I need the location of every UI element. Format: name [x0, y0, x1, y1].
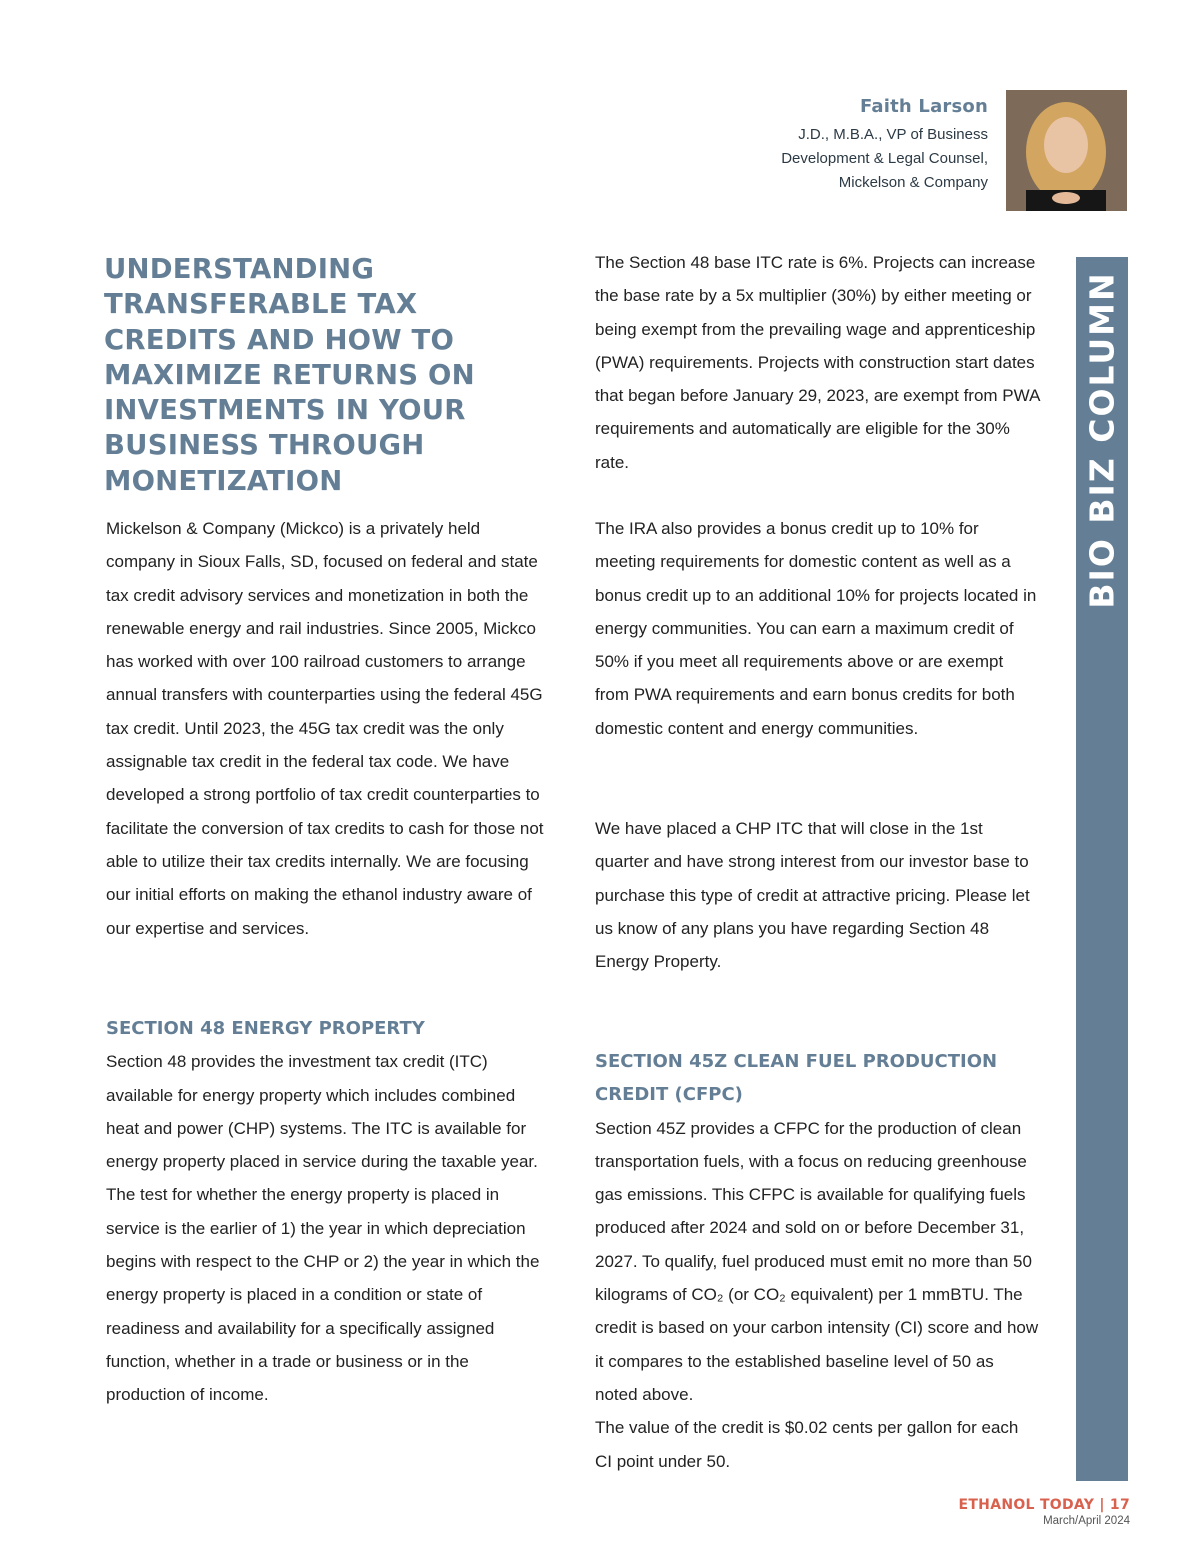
magazine-page-number: ETHANOL TODAY | 17	[958, 1497, 1130, 1513]
author-photo	[1006, 90, 1127, 211]
page-footer	[958, 1497, 1130, 1527]
section48-paragraph: Section 48 provides the investment tax credit (ITC) available for energy property which includes combined heat and power (CHP) systems. The ITC is available for energy property placed in service during the taxable year. The test for whether the energy property is placed in service is the earlier of 1) the year in which depreciation begins with respect to the CHP or 2) the year in which the energy property is placed in a condition or state of readiness and availability for a specifically assigned function, whether in a trade or business or in the production of income.	[106, 1052, 540, 1405]
right-column-chp	[595, 812, 1040, 978]
section48-heading: SECTION 48 ENERGY PROPERTY	[106, 1018, 425, 1039]
left-column	[106, 512, 551, 945]
sidebar-label: BIO BIZ COLUMN	[1082, 271, 1122, 609]
author-name: Faith Larson	[859, 96, 988, 117]
bonus-credit-paragraph: The IRA also provides a bonus credit up to 10% for meeting requirements for domestic content as well as a bonus credit up to an additional 10% for projects located in energy communities. You can earn a maximum credit of 50% if you meet all requirements above or are exempt from PWA requirements and earn bonus credits for both domestic content and energy communities.	[595, 519, 1037, 738]
intro-paragraph: Mickelson & Company (Mickco) is a privately held company in Sioux Falls, SD, focused on federal and state tax credit advisory services and monetization in both the renewable energy and rail industries. Since 2005, Mickco has worked with over 100 railroad customers to arrange annual transfers with counterparties using the federal 45G tax credit. Until 2023, the 45G tax credit was the only assignable tax credit in the federal tax code. We have developed a strong portfolio of tax credit counterparties to facilitate the conversion of tax credits to cash for those not able to utilize their tax credits internally. We are focusing our initial efforts on making the ethanol industry aware of our expertise and services.	[106, 519, 544, 938]
author-title-line: J.D., M.B.A., VP of Business	[798, 126, 988, 143]
itc-rate-paragraph: The Section 48 base ITC rate is 6%. Projects can increase the base rate by a 5x multiplier (30%) by either meeting or being exempt from the prevailing wage and apprenticeship (PWA) requirements. Projects with construction start dates that began before January 29, 2023, are exempt from PWA requirements and automatically are eligible for the 30% rate.	[595, 253, 1040, 472]
right-column-bonus	[595, 512, 1040, 745]
issue-date: March/April 2024	[1043, 1515, 1130, 1527]
author-byline	[568, 96, 988, 195]
right-column	[595, 246, 1040, 479]
section45z-heading: SECTION 45Z CLEAN FUEL PRODUCTION CREDIT (CFPC)	[595, 1051, 998, 1106]
author-title-line: Mickelson & Company	[838, 174, 988, 191]
article-headline: UNDERSTANDING TRANSFERABLE TAX CREDITS AND HOW TO MAXIMIZE RETURNS ON INVESTMENTS IN YOUR BUSINESS THROUGH MONETIZATION	[104, 253, 475, 497]
chp-itc-paragraph: We have placed a CHP ITC that will close in the 1st quarter and have strong interest from our investor base to purchase this type of credit at attractive pricing. Please let us know of any plans you have regarding Section 48 Energy Property.	[595, 819, 1030, 972]
section45z-paragraph: Section 45Z provides a CFPC for the production of clean transportation fuels, with a focus on reducing greenhouse gas emissions. This CFPC is available for qualifying fuels produced after 2024 and sold on or before December 31, 2027. To qualify, fuel produced must emit no more than 50 kilograms of CO₂ (or CO₂ equivalent) per 1 mmBTU. The credit is based on your carbon intensity (CI) score and how it compares to the established baseline level of 50 as noted above.	[595, 1118, 1039, 1404]
section45z-credit-value: The value of the credit is $0.02 cents per gallon for each CI point under 50.	[595, 1418, 1019, 1471]
right-column-section45z	[595, 1045, 1040, 1478]
author-title-line: Development & Legal Counsel,	[781, 150, 988, 167]
left-column-section	[106, 1012, 551, 1412]
